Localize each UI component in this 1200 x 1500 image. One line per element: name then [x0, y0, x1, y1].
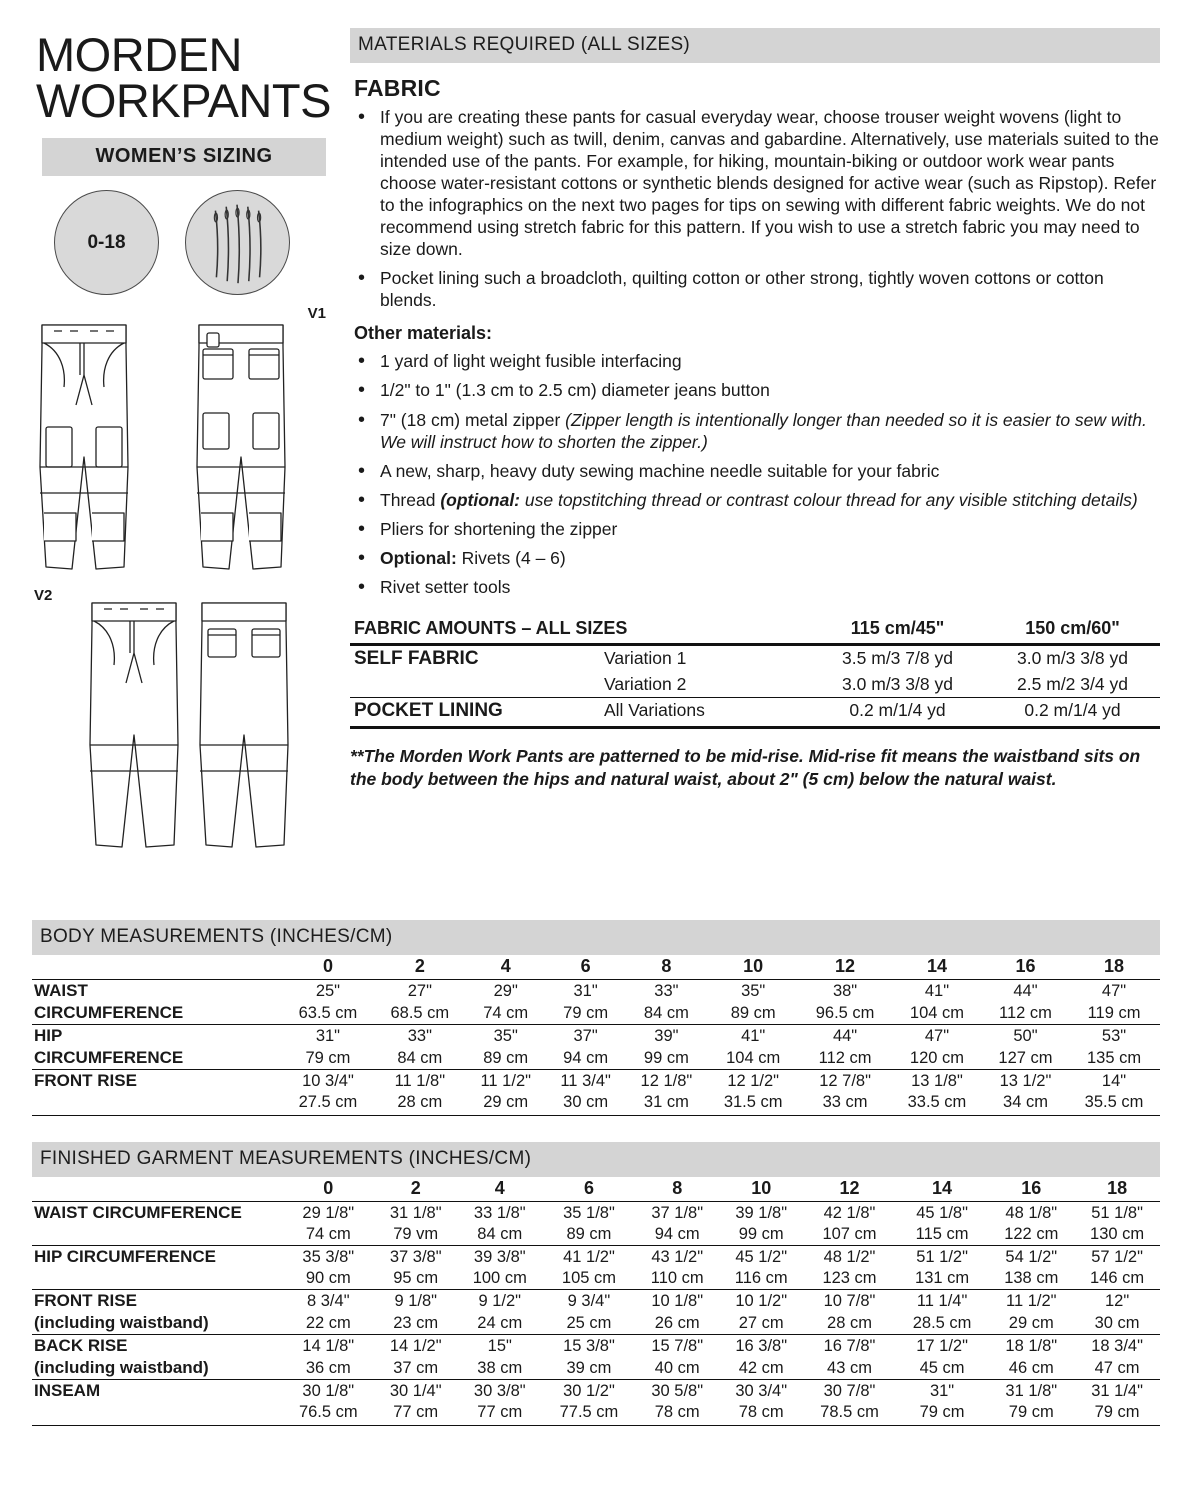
cell-value: 79 cm [1008, 1403, 1054, 1422]
table-row [32, 1402, 1160, 1423]
body-measurements-section [32, 920, 1160, 1116]
cell-value: 30 1/8" [282, 1380, 375, 1403]
cell-value: 79 cm [919, 1403, 965, 1422]
list-item [354, 547, 1160, 569]
cell-value: 3.0 m/3 3/8 yd [842, 673, 953, 694]
cell-value: 15 3/8" [543, 1335, 636, 1358]
other-materials-heading: Other materials: [354, 323, 493, 344]
cell-value: 34 cm [1003, 1093, 1048, 1112]
pants-line-drawings [32, 307, 332, 897]
cell-value: 84 cm [477, 1225, 523, 1244]
cell-value: 12 7/8" [799, 1070, 891, 1093]
cell-value: 77 cm [393, 1403, 439, 1422]
cell-value: 78.5 cm [820, 1403, 879, 1422]
table-row [32, 1335, 1160, 1358]
cell-value: 10 1/8" [635, 1290, 719, 1313]
cell-value: 37 cm [393, 1358, 439, 1377]
cell-value: 90 cm [305, 1269, 351, 1288]
row-label: HIP CIRCUMFERENCE [32, 1246, 282, 1269]
finished-measurements-table [32, 1177, 1160, 1423]
table-row [350, 672, 1160, 698]
cell-value: 37 1/8" [635, 1202, 719, 1225]
needle-circle [185, 190, 290, 295]
cell-value: 54 1/2" [988, 1246, 1074, 1269]
cell-value: 84 cm [643, 1003, 689, 1022]
cell-value: 30 1/2" [543, 1380, 636, 1403]
cell-value: 29 cm [1008, 1313, 1054, 1332]
cell-value: 33" [626, 980, 708, 1003]
cell-value: 41 1/2" [543, 1246, 636, 1269]
cell-value: 17 1/2" [896, 1335, 989, 1358]
cell-value: 78 cm [738, 1403, 784, 1422]
cell-value: 35 3/8" [282, 1246, 375, 1269]
table-row [32, 1246, 1160, 1269]
cell-value: 11 1/2" [466, 1070, 546, 1093]
cell-value: 77 cm [477, 1403, 523, 1422]
cell-value: 95 cm [393, 1269, 439, 1288]
body-measurements-table [32, 955, 1160, 1113]
list-item-note: use topstitching thread or contrast colour thread for any visible stitching details) [520, 489, 1138, 510]
cell-value: 0.2 m/1/4 yd [1024, 699, 1121, 720]
size-header: 8 [661, 956, 672, 977]
cell-value: 14 1/8" [282, 1335, 375, 1358]
cell-value: 3.5 m/3 7/8 yd [842, 647, 953, 668]
size-header: 12 [839, 1178, 860, 1199]
cell-value: 26 cm [654, 1313, 700, 1332]
cell-value: 31.5 cm [723, 1093, 783, 1112]
size-header: 4 [494, 1178, 505, 1199]
cell-value: 79 cm [563, 1003, 609, 1022]
cell-value: 11 1/4" [896, 1290, 989, 1313]
table-header-row [32, 1177, 1160, 1202]
cell-value: 46 cm [1008, 1358, 1054, 1377]
row-label: WAIST CIRCUMFERENCE [32, 1202, 282, 1225]
cell-value: 10 1/2" [719, 1290, 803, 1313]
cell-value: 30 3/4" [719, 1380, 803, 1403]
table-row [32, 1380, 1160, 1403]
cell-value: 99 cm [643, 1048, 689, 1067]
table-row [32, 1312, 1160, 1335]
body-measurements-band: BODY MEASUREMENTS (INCHES/CM) [32, 920, 1160, 955]
cell-value: 84 cm [397, 1048, 443, 1067]
cell-value: 104 cm [726, 1048, 781, 1067]
cell-value: 51 1/2" [896, 1246, 989, 1269]
table-row [32, 1290, 1160, 1313]
cell-value: 31" [896, 1380, 989, 1403]
table-row [32, 1070, 1160, 1093]
cell-value: 131 cm [915, 1269, 970, 1288]
view-label-v2: V2 [34, 587, 53, 605]
cell-value: 9 1/8" [375, 1290, 457, 1313]
cell-value: 12 1/8" [626, 1070, 708, 1093]
needles-icon [186, 191, 289, 294]
cell-value: 30 3/8" [457, 1380, 543, 1403]
cell-value: 27.5 cm [298, 1093, 358, 1112]
cell-value: 36 cm [305, 1358, 351, 1377]
cell-value: 116 cm [734, 1269, 788, 1288]
cell-value: 31 1/8" [375, 1202, 457, 1225]
cell-value: 77.5 cm [559, 1403, 619, 1422]
table-row [32, 1047, 1160, 1070]
table-row [32, 1224, 1160, 1246]
size-header: 0 [323, 1178, 334, 1199]
cell-value: 39 3/8" [457, 1246, 543, 1269]
size-header: 16 [1021, 1178, 1042, 1199]
cell-value: 45 1/8" [896, 1202, 989, 1225]
cell-value: 45 1/2" [719, 1246, 803, 1269]
table-row [32, 1092, 1160, 1113]
list-item-note: (Zipper length is intentionally longer than needed so it is easier to sew with. We will instruct how to shorten the zipper.) [380, 409, 1147, 452]
row-label: POCKET LINING [354, 699, 503, 721]
cell-value: 50" [983, 1025, 1068, 1048]
row-label: BACK RISE [32, 1335, 282, 1358]
cell-value: 51 1/8" [1074, 1202, 1160, 1225]
cell-value: 79 cm [305, 1048, 351, 1067]
cell-value: 138 cm [1004, 1269, 1059, 1288]
cell-value: 30 cm [1094, 1313, 1140, 1332]
cell-value: 15" [457, 1335, 543, 1358]
row-label [350, 672, 600, 698]
cell-value: 37 3/8" [375, 1246, 457, 1269]
cell-value: 146 cm [1090, 1269, 1145, 1288]
cell-value: 94 cm [654, 1225, 700, 1244]
row-label-2: CIRCUMFERENCE [34, 1003, 184, 1023]
cell-value: 13 1/2" [983, 1070, 1068, 1093]
cell-value: 27" [374, 980, 466, 1003]
cell-value: 9 3/4" [543, 1290, 636, 1313]
cell-value: 94 cm [563, 1048, 609, 1067]
cell-value: 78 cm [654, 1403, 700, 1422]
cell-value: 31" [282, 1025, 374, 1048]
cell-value: 33 cm [822, 1093, 868, 1112]
cell-value: 39" [626, 1025, 708, 1048]
cell-value: 28 cm [397, 1093, 443, 1112]
top-section [32, 28, 1160, 902]
cell-value: 89 cm [483, 1048, 529, 1067]
size-header: 6 [583, 1178, 594, 1199]
cell-value: 30 1/4" [375, 1380, 457, 1403]
cell-value: 30 cm [563, 1093, 609, 1112]
size-header: 8 [672, 1178, 683, 1199]
cell-value: 130 cm [1090, 1225, 1145, 1244]
list-item-emph: (optional: [440, 489, 521, 510]
cell-value: 2.5 m/2 3/4 yd [1017, 673, 1128, 694]
row-label-2 [32, 1402, 282, 1423]
cell-value: 24 cm [477, 1313, 523, 1332]
cell-value: 33 1/8" [457, 1202, 543, 1225]
cell-value: 35" [707, 980, 799, 1003]
row-label: WAIST [32, 980, 282, 1003]
fabric-amounts-col1-header: 115 cm/45" [850, 617, 945, 638]
cell-value: 18 3/4" [1074, 1335, 1160, 1358]
table-row [350, 697, 1160, 724]
cell-value: 30 5/8" [635, 1380, 719, 1403]
list-item: • Rivet setter tools [354, 576, 1160, 598]
size-header: 16 [1015, 956, 1036, 977]
cell-value: 45 cm [919, 1358, 965, 1377]
cell-value: 48 1/8" [988, 1202, 1074, 1225]
cell-value: 39 cm [566, 1358, 612, 1377]
list-item: • 1/2" to 1" (1.3 cm to 2.5 cm) diameter jeans button [354, 379, 1160, 401]
list-item [354, 489, 1160, 511]
cell-value: 13 1/8" [891, 1070, 983, 1093]
cell-value: 23 cm [393, 1313, 439, 1332]
cell-value: 39 1/8" [719, 1202, 803, 1225]
cell-value: 41" [891, 980, 983, 1003]
list-item: • If you are creating these pants for casual everyday wear, choose trouser weight wovens (light to medium weight) such as twill, denim, canvas and gabardine. Alternatively, use materials suited to the intended use of the pants. For example, for hiking, mountain-biking or outdoor work wear pants choose water-resistant cottons or synthetic blends designed for active wear (such as Ripstop). Refer to the infographics on the next two pages for tips on sewing with different fabric weights. We do not recommend using stretch fabric for this pattern. If you wish to use a stretch fabric you may need to size down. [354, 106, 1160, 260]
size-range-label: 0-18 [87, 231, 126, 253]
cell-value: 53" [1068, 1025, 1160, 1048]
cell-value: 135 cm [1086, 1048, 1142, 1067]
fabric-heading: FABRIC [354, 75, 441, 101]
table-row [32, 980, 1160, 1003]
cell-value: 25" [282, 980, 374, 1003]
size-header: 18 [1104, 956, 1125, 977]
cell-value: 33" [374, 1025, 466, 1048]
cell-value: 68.5 cm [390, 1003, 450, 1022]
variation-label: Variation 1 [604, 647, 687, 668]
cell-value: 123 cm [822, 1269, 877, 1288]
cell-value: 22 cm [305, 1313, 351, 1332]
size-header: 14 [932, 1178, 953, 1199]
materials-band: MATERIALS REQUIRED (ALL SIZES) [350, 28, 1160, 63]
row-label-2: CIRCUMFERENCE [34, 1048, 184, 1068]
cell-value: 35" [466, 1025, 546, 1048]
cell-value: 11 1/2" [988, 1290, 1074, 1313]
cell-value: 37" [546, 1025, 626, 1048]
size-header: 0 [322, 956, 333, 977]
cell-value: 43 1/2" [635, 1246, 719, 1269]
fabric-amounts-table [350, 616, 1160, 724]
variation-label: All Variations [604, 699, 705, 720]
cell-value: 41" [707, 1025, 799, 1048]
right-column [332, 28, 1160, 790]
finished-measurements-band: FINISHED GARMENT MEASUREMENTS (INCHES/CM) [32, 1142, 1160, 1177]
cell-value: 63.5 cm [298, 1003, 358, 1022]
cell-value: 74 cm [483, 1003, 529, 1022]
body-table-bottom-rule [32, 1115, 1160, 1116]
table-bottom-rule [350, 726, 1160, 729]
cell-value: 89 cm [566, 1225, 612, 1244]
cell-value: 35.5 cm [1084, 1093, 1144, 1112]
list-item-text: 7" (18 cm) metal zipper [380, 409, 566, 430]
other-materials-bullets [354, 350, 1160, 597]
finished-measurements-section [32, 1142, 1160, 1426]
list-item: • A new, sharp, heavy duty sewing machine needle suitable for your fabric [354, 460, 1160, 482]
cell-value: 38" [799, 980, 891, 1003]
cell-value: 16 7/8" [803, 1335, 896, 1358]
cell-value: 15 7/8" [635, 1335, 719, 1358]
cell-value: 57 1/2" [1074, 1246, 1160, 1269]
table-row [32, 1357, 1160, 1380]
cell-value: 43 cm [827, 1358, 872, 1377]
row-label-2: (including waistband) [34, 1313, 209, 1333]
cell-value: 11 3/4" [546, 1070, 626, 1093]
fabric-bullets [354, 106, 1160, 311]
cell-value: 104 cm [909, 1003, 965, 1022]
cell-value: 33.5 cm [907, 1093, 967, 1112]
table-header-row [32, 955, 1160, 980]
cell-value: 31 cm [643, 1093, 689, 1112]
cell-value: 28.5 cm [912, 1313, 972, 1332]
size-header: 12 [835, 956, 856, 977]
cell-value: 40 cm [654, 1358, 700, 1377]
row-label: HIP [32, 1025, 282, 1048]
cell-value: 35 1/8" [543, 1202, 636, 1225]
title-line-2: WORKPANTS [36, 74, 331, 128]
cell-value: 42 cm [738, 1358, 784, 1377]
cell-value: 16 3/8" [719, 1335, 803, 1358]
cell-value: 42 1/8" [803, 1202, 896, 1225]
list-item [354, 409, 1160, 453]
size-header: 10 [743, 956, 764, 977]
cell-value: 74 cm [305, 1225, 351, 1244]
cell-value: 27 cm [738, 1313, 784, 1332]
view-label-v1: V1 [307, 305, 326, 323]
list-item-text: Rivets (4 – 6) [456, 547, 566, 568]
cell-value: 29" [466, 980, 546, 1003]
cell-value: 115 cm [915, 1225, 969, 1244]
row-label: SELF FABRIC [354, 647, 479, 669]
size-header: 14 [926, 956, 947, 977]
cell-value: 3.0 m/3 3/8 yd [1017, 647, 1128, 668]
info-circles [54, 190, 332, 295]
fabric-amounts-title: FABRIC AMOUNTS – ALL SIZES [354, 617, 628, 638]
list-item: • 1 yard of light weight fusible interfacing [354, 350, 1160, 372]
cell-value: 29 cm [483, 1093, 529, 1112]
cell-value: 99 cm [738, 1225, 784, 1244]
size-header: 6 [580, 956, 591, 977]
cell-value: 38 cm [477, 1358, 523, 1377]
cell-value: 28 cm [827, 1313, 872, 1332]
cell-value: 48 1/2" [803, 1246, 896, 1269]
list-item: • Pocket lining such a broadcloth, quilting cotton or other strong, tightly woven cottons or cotton blends. [354, 267, 1160, 311]
table-row [350, 616, 1160, 645]
cell-value: 0.2 m/1/4 yd [849, 699, 946, 720]
row-label-2 [32, 1224, 282, 1246]
fabric-amounts-col2-header: 150 cm/60" [1025, 617, 1120, 638]
cell-value: 76.5 cm [298, 1403, 358, 1422]
size-header: 4 [500, 956, 511, 977]
cell-value: 120 cm [909, 1048, 965, 1067]
cell-value: 47" [1068, 980, 1160, 1003]
cell-value: 29 1/8" [282, 1202, 375, 1225]
table-row [32, 1202, 1160, 1225]
row-label: FRONT RISE [32, 1070, 282, 1093]
cell-value: 112 cm [818, 1048, 872, 1067]
cell-value: 119 cm [1087, 1003, 1141, 1022]
cell-value: 122 cm [1004, 1225, 1059, 1244]
table-row [32, 1268, 1160, 1290]
size-header: 10 [751, 1178, 772, 1199]
cell-value: 10 7/8" [803, 1290, 896, 1313]
row-label-2: (including waistband) [34, 1358, 209, 1378]
cell-value: 44" [983, 980, 1068, 1003]
cell-value: 25 cm [566, 1313, 612, 1332]
cell-value: 14" [1068, 1070, 1160, 1093]
cell-value: 47" [891, 1025, 983, 1048]
cell-value: 31 1/4" [1074, 1380, 1160, 1403]
cell-value: 112 cm [999, 1003, 1052, 1022]
cell-value: 44" [799, 1025, 891, 1048]
row-label-2 [32, 1268, 282, 1290]
cell-value: 18 1/8" [988, 1335, 1074, 1358]
cell-value: 100 cm [472, 1269, 527, 1288]
cell-value: 79 cm [1094, 1403, 1140, 1422]
cell-value: 12" [1074, 1290, 1160, 1313]
variation-label: Variation 2 [604, 673, 687, 694]
cell-value: 10 3/4" [282, 1070, 374, 1093]
sizing-banner: WOMEN’S SIZING [42, 138, 326, 176]
mid-rise-note: **The Morden Work Pants are patterned to be mid-rise. Mid-rise fit means the waistband sits on the body between the hips and natural waist, about 2" (5 cm) below the natural waist. [350, 745, 1141, 789]
list-item: • Pliers for shortening the zipper [354, 518, 1160, 540]
cell-value: 31" [546, 980, 626, 1003]
cell-value: 9 1/2" [457, 1290, 543, 1313]
cell-value: 96.5 cm [815, 1003, 875, 1022]
cell-value: 110 cm [650, 1269, 704, 1288]
row-label-2 [32, 1092, 282, 1113]
finished-table-bottom-rule [32, 1425, 1160, 1426]
list-item-text: Thread [380, 489, 441, 510]
page-title [36, 28, 332, 128]
cell-value: 89 cm [730, 1003, 776, 1022]
left-column [32, 28, 332, 902]
table-row [32, 1002, 1160, 1025]
size-header: 2 [410, 1178, 421, 1199]
size-header: 2 [414, 956, 425, 977]
cell-value: 47 cm [1094, 1358, 1140, 1377]
table-row [32, 1025, 1160, 1048]
cell-value: 105 cm [561, 1269, 616, 1288]
table-row [350, 644, 1160, 672]
cell-value: 127 cm [998, 1048, 1053, 1067]
cell-value: 30 7/8" [803, 1380, 896, 1403]
cell-value: 31 1/8" [988, 1380, 1074, 1403]
size-range-circle [54, 190, 159, 295]
row-label: INSEAM [32, 1380, 282, 1403]
size-header: 18 [1107, 1178, 1128, 1199]
cell-value: 107 cm [822, 1225, 877, 1244]
cell-value: 12 1/2" [707, 1070, 799, 1093]
cell-value: 11 1/8" [374, 1070, 466, 1093]
list-item-emph: Optional: [380, 547, 457, 568]
cell-value: 14 1/2" [375, 1335, 457, 1358]
technical-drawings [32, 307, 332, 902]
row-label: FRONT RISE [32, 1290, 282, 1313]
cell-value: 79 vm [393, 1225, 439, 1244]
title-line-1: MORDEN [36, 28, 242, 81]
cell-value: 8 3/4" [282, 1290, 375, 1313]
